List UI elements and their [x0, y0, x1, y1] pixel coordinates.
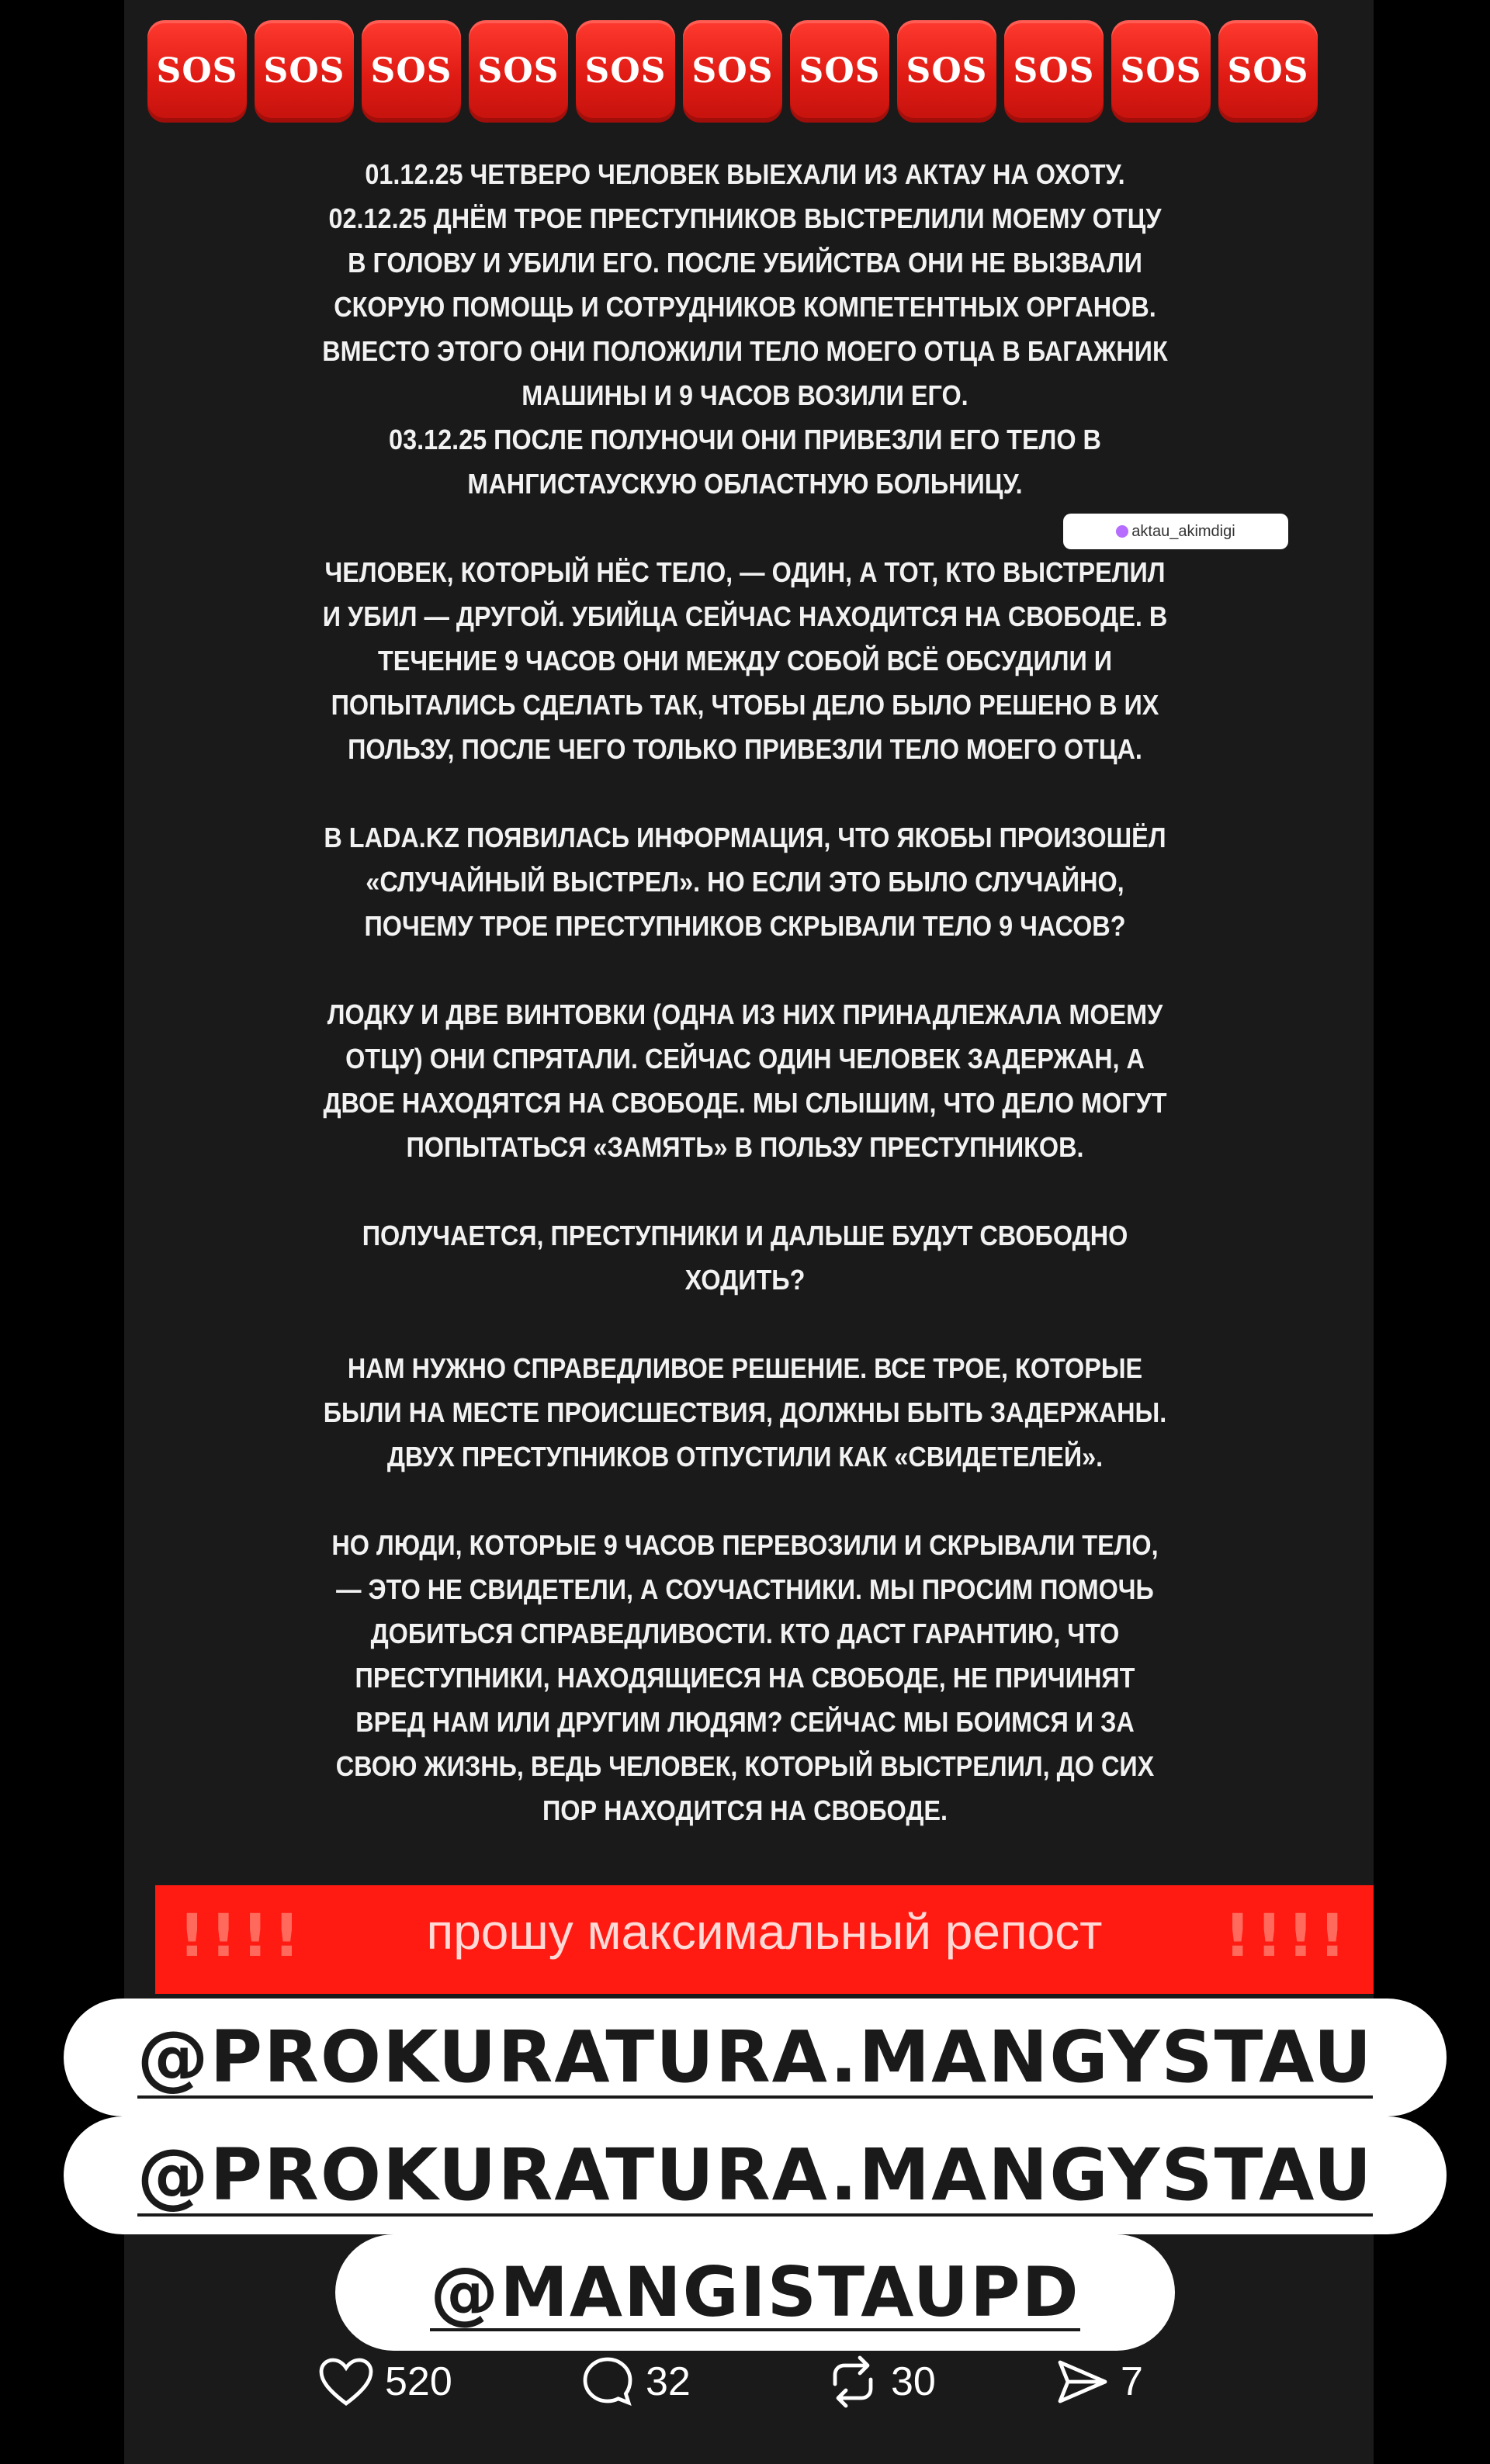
mention-sticker-prokuratura-1[interactable]	[64, 1999, 1447, 2116]
sos-tile: SOS	[469, 20, 568, 123]
repost-icon	[826, 2355, 880, 2409]
send-icon	[1055, 2355, 1110, 2409]
sos-tile: SOS	[1004, 20, 1104, 123]
repost-button[interactable]	[826, 2351, 936, 2413]
like-button[interactable]	[318, 2351, 452, 2413]
comment-button[interactable]	[580, 2351, 691, 2413]
sos-tile: SOS	[1111, 20, 1211, 123]
instagram-icon	[1116, 525, 1128, 538]
story-paragraph: ПОЛУЧАЕТСЯ, ПРЕСТУПНИКИ И ДАЛЬШЕ БУДУТ СВОБОДНО ХОДИТЬ?	[362, 1220, 1128, 1296]
sos-tile: SOS	[147, 20, 247, 123]
comment-count: 32	[646, 2359, 691, 2404]
story-paragraph: ЧЕЛОВЕК, КОТОРЫЙ НЁС ТЕЛО, — ОДИН, А ТОТ, КТО ВЫСТРЕЛИЛ И УБИЛ — ДРУГОЙ. УБИЙЦА СЕЙЧАС НАХОДИТСЯ НА СВОБОДЕ. В ТЕЧЕНИЕ 9 ЧАСОВ ОНИ МЕЖДУ СОБОЙ ВСЁ ОБСУДИЛИ И ПОПЫТАЛИСЬ СДЕЛАТЬ ТАК, ЧТОБЫ ДЕЛО БЫЛО РЕШЕНО В ИХ ПОЛЬЗУ, ПОСЛЕ ЧЕГО ТОЛЬКО ПРИВЕЗЛИ ТЕЛО МОЕГО ОТЦА.	[322, 556, 1168, 765]
repost-banner	[155, 1885, 1374, 1994]
mention-tag-chip[interactable]	[1063, 514, 1288, 549]
comment-icon	[580, 2355, 635, 2409]
sos-tile: SOS	[255, 20, 354, 123]
share-count: 7	[1121, 2359, 1143, 2404]
mention-tag-label: aktau_akimdigi	[1131, 523, 1235, 540]
like-count: 520	[385, 2359, 452, 2404]
repost-banner-text: прошу максимальный репост	[426, 1904, 1103, 1960]
engagement-bar	[0, 2335, 1490, 2428]
exclamation-marks-right: !!!!	[1224, 1901, 1350, 1970]
story-paragraph: НО ЛЮДИ, КОТОРЫЕ 9 ЧАСОВ ПЕРЕВОЗИЛИ И СКРЫВАЛИ ТЕЛО, — ЭТО НЕ СВИДЕТЕЛИ, А СОУЧАСТНИКИ. МЫ ПРОСИМ ПОМОЧЬ ДОБИТЬСЯ СПРАВЕДЛИВОСТИ. КТО ДАСТ ГАРАНТИЮ, ЧТО ПРЕСТУПНИКИ, НАХОДЯЩИЕСЯ НА СВОБОДЕ, НЕ ПРИЧИНЯТ ВРЕД НАМ ИЛИ ДРУГИМ ЛЮДЯМ? СЕЙЧАС МЫ БОИМСЯ И ЗА СВОЮ ЖИЗНЬ, ВЕДЬ ЧЕЛОВЕК, КОТОРЫЙ ВЫСТРЕЛИЛ, ДО СИХ ПОР НАХОДИТСЯ НА СВОБОДЕ.	[331, 1529, 1159, 1826]
sos-tile: SOS	[790, 20, 889, 123]
story-paragraph: НАМ НУЖНО СПРАВЕДЛИВОЕ РЕШЕНИЕ. ВСЕ ТРОЕ, КОТОРЫЕ БЫЛИ НА МЕСТЕ ПРОИСШЕСТВИЯ, ДОЛЖНЫ БЫТЬ ЗАДЕРЖАНЫ. ДВУХ ПРЕСТУПНИКОВ ОТПУСТИЛИ КАК «СВИДЕТЕЛЕЙ».	[323, 1352, 1167, 1473]
story-paragraph: 01.12.25 ЧЕТВЕРО ЧЕЛОВЕК ВЫЕХАЛИ ИЗ АКТАУ НА ОХОТУ. 02.12.25 ДНЁМ ТРОЕ ПРЕСТУПНИКОВ ВЫСТРЕЛИЛИ МОЕМУ ОТЦУ В ГОЛОВУ И УБИЛИ ЕГО. ПОСЛЕ УБИЙСТВА ОНИ НЕ ВЫЗВАЛИ СКОРУЮ ПОМОЩЬ И СОТРУДНИКОВ КОМПЕТЕНТНЫХ ОРГАНОВ. ВМЕСТО ЭТОГО ОНИ ПОЛОЖИЛИ ТЕЛО МОЕГО ОТЦА В БАГАЖНИК МАШИНЫ И 9 ЧАСОВ ВОЗИЛИ ЕГО. 03.12.25 ПОСЛЕ ПОЛУНОЧИ ОНИ ПРИВЕЗЛИ ЕГО ТЕЛО В МАНГИСТАУСКУЮ ОБЛАСТНУЮ БОЛЬНИЦУ.	[322, 158, 1168, 500]
mention-sticker-mangistaupd[interactable]	[335, 2234, 1175, 2351]
story-paragraph: ЛОДКУ И ДВЕ ВИНТОВКИ (ОДНА ИЗ НИХ ПРИНАДЛЕЖАЛА МОЕМУ ОТЦУ) ОНИ СПРЯТАЛИ. СЕЙЧАС ОДИН ЧЕЛОВЕК ЗАДЕРЖАН, А ДВОЕ НАХОДЯТСЯ НА СВОБОДЕ. МЫ СЛЫШИМ, ЧТО ДЕЛО МОГУТ ПОПЫТАТЬСЯ «ЗАМЯТЬ» В ПОЛЬЗУ ПРЕСТУПНИКОВ.	[323, 998, 1167, 1163]
heart-icon	[318, 2357, 374, 2407]
sos-tile: SOS	[683, 20, 782, 123]
sos-tile: SOS	[1218, 20, 1318, 123]
mention-sticker-prokuratura-2[interactable]	[64, 2116, 1447, 2234]
share-button[interactable]	[1055, 2351, 1143, 2413]
repost-count: 30	[891, 2359, 936, 2404]
sos-tiles-row	[147, 20, 1327, 123]
sos-tile: SOS	[576, 20, 675, 123]
sos-tile: SOS	[897, 20, 996, 123]
mention-text: @MANGISTAUPD	[430, 2252, 1080, 2332]
sos-tile: SOS	[362, 20, 461, 123]
story-paragraph: В LADA.KZ ПОЯВИЛАСЬ ИНФОРМАЦИЯ, ЧТО ЯКОБЫ ПРОИЗОШЁЛ «СЛУЧАЙНЫЙ ВЫСТРЕЛ». НО ЕСЛИ ЭТО БЫЛО СЛУЧАЙНО, ПОЧЕМУ ТРОЕ ПРЕСТУПНИКОВ СКРЫВАЛИ ТЕЛО 9 ЧАСОВ?	[324, 822, 1166, 942]
mention-text: @PROKURATURA.MANGYSTAU	[137, 2016, 1374, 2099]
exclamation-marks-left: !!!!	[178, 1901, 305, 1970]
story-body-text	[200, 152, 1290, 1877]
mention-text: @PROKURATURA.MANGYSTAU	[137, 2134, 1374, 2217]
